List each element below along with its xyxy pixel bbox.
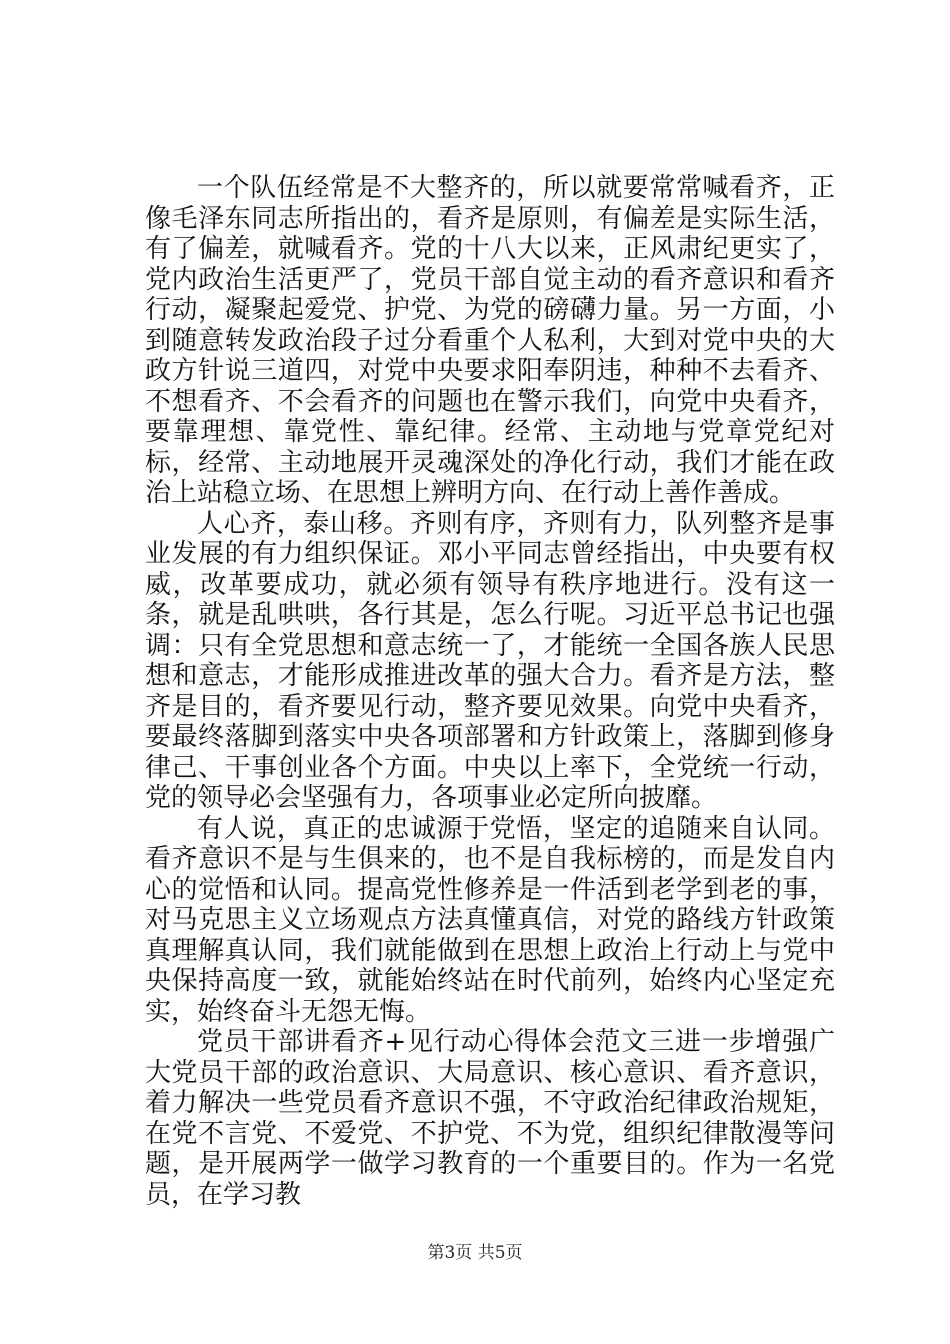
paragraph-4: 党员干部讲看齐+见行动心得体会范文三进一步增强广大党员干部的政治意识、大局意识、核心意识、看齐意识，着力解决一些党员看齐意识不强，不守政治纪律政治规矩，在党不言党、不爱党、不护党、不为党，组织纪律散漫等问题，是开展两学一做学习教育的一个重要目的。作为一名党员，在学习教 bbox=[145, 1027, 835, 1210]
paragraph-1: 一个队伍经常是不大整齐的，所以就要常常喊看齐，正像毛泽东同志所指出的，看齐是原则，有偏差是实际生活，有了偏差，就喊看齐。党的十八大以来，正风肃纪更实了，党内政治生活更严了，党员干部自觉主动的看齐意识和看齐行动，凝聚起爱党、护党、为党的磅礴力量。另一方面，小到随意转发政治段子过分看重个人私利，大到对党中央的大政方针说三道四，对党中央要求阳奉阴违，种种不去看齐、不想看齐、不会看齐的问题也在警示我们，向党中央看齐，要靠理想、靠党性、靠纪律。经常、主动地与党章党纪对标，经常、主动地展开灵魂深处的净化行动，我们才能在政治上站稳立场、在思想上辨明方向、在行动上善作善成。 bbox=[145, 173, 835, 508]
page-number-footer: 第3页 共5页 bbox=[427, 1243, 523, 1263]
paragraph-2: 人心齐，泰山移。齐则有序，齐则有力，队列整齐是事业发展的有力组织保证。邓小平同志曾经指出，中央要有权威，改革要成功，就必须有领导有秩序地进行。没有这一条，就是乱哄哄，各行其是，怎么行呢。习近平总书记也强调：只有全党思想和意志统一了，才能统一全国各族人民思想和意志，才能形成推进改革的强大合力。看齐是方法，整齐是目的，看齐要见行动，整齐要见效果。向党中央看齐，要最终落脚到落实中央各项部署和方针政策上，落脚到修身律己、干事创业各个方面。中央以上率下，全党统一行动，党的领导必会坚强有力，各项事业必定所向披靡。 bbox=[145, 508, 835, 813]
paragraph-3: 有人说，真正的忠诚源于党悟，坚定的追随来自认同。看齐意识不是与生俱来的，也不是自我标榜的，而是发自内心的觉悟和认同。提高党性修养是一件活到老学到老的事，对马克思主义立场观点方法真懂真信，对党的路线方针政策真理解真认同，我们就能做到在思想上政治上行动上与党中央保持高度一致，就能始终站在时代前列，始终内心坚定充实，始终奋斗无怨无悔。 bbox=[145, 813, 835, 1027]
document-body bbox=[145, 173, 835, 1210]
